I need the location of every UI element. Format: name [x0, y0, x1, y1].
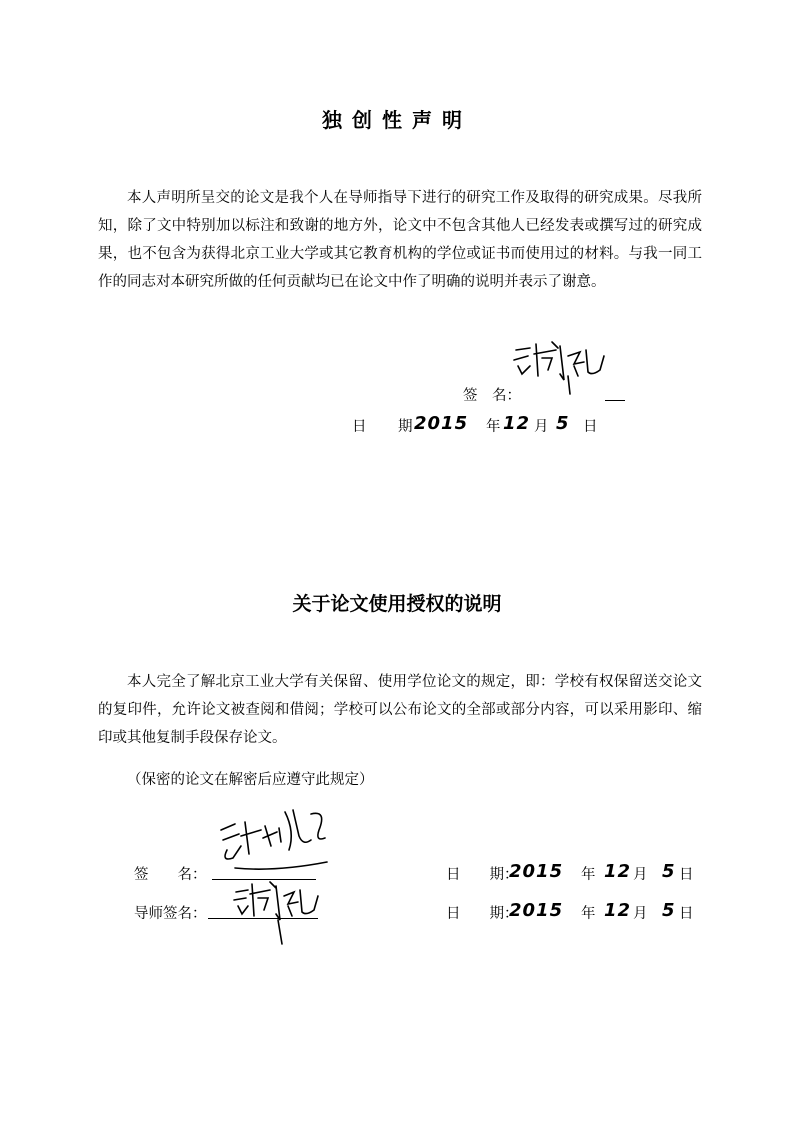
advisor-date-month-unit: 月 [633, 906, 648, 922]
advisor-date-month: 12 [604, 900, 632, 921]
authorization-paragraph: 本人完全了解北京工业大学有关保留、使用学位论文的规定，即：学校有权保留送交论文的复印件，允许论文被查阅和借阅；学校可以公布论文的全部或部分内容，可以采用影印、缩印或其他复制手段保存论文。 [98, 674, 702, 746]
advisor-date-day-unit: 日 [679, 906, 694, 922]
advisor-sign-label: 导师签名： [134, 906, 207, 922]
declaration-paragraph: 本人声明所呈交的论文是我个人在导师指导下进行的研究工作及取得的研究成果。尽我所知，除了文中特别加以标注和致谢的地方外，论文中不包含其他人已经发表或撰写过的研究成果，也不包含为获得北京工业大学或其它教育机构的学位或证书而使用过的材料。与我一同工作的同志对本研究所做的任何贡献均已在论文中作了明确的说明并表示了谢意。 [98, 190, 702, 290]
declaration-date-label-period: 期 [398, 419, 413, 435]
declaration-sign-label: 签 名： [463, 388, 521, 404]
advisor-date-year-unit: 年 [581, 906, 596, 922]
declaration-day-value: 5 [556, 413, 570, 434]
author-date-label: 日 期： [446, 867, 519, 883]
declaration-title: 独创性声明 [322, 108, 472, 132]
author-date-year-unit: 年 [581, 867, 596, 883]
author-signature-1 [508, 336, 612, 396]
declaration-month-unit: 月 [534, 419, 549, 435]
advisor-date-day: 5 [662, 900, 676, 921]
declaration-date-label-day: 日 [352, 419, 367, 435]
authorization-title: 关于论文使用授权的说明 [292, 593, 502, 615]
declaration-day-unit: 日 [583, 419, 598, 435]
author-date-year: 2015 [509, 861, 564, 882]
advisor-date-year: 2015 [509, 900, 564, 921]
declaration-month-value: 12 [503, 413, 531, 434]
author-signature-2 [215, 802, 335, 880]
author-date-month-unit: 月 [633, 867, 648, 883]
author-date-month: 12 [604, 861, 632, 882]
author-date-day: 5 [662, 861, 676, 882]
author-date-day-unit: 日 [679, 867, 694, 883]
declaration-year-value: 2015 [414, 413, 469, 434]
advisor-signature [230, 880, 326, 946]
author-sign-label: 签 名： [134, 867, 207, 883]
advisor-sign-underline [208, 918, 318, 919]
confidentiality-note: （保密的论文在解密后应遵守此规定） [127, 772, 374, 788]
declaration-sign-underline [605, 400, 625, 401]
advisor-date-label: 日 期： [446, 906, 519, 922]
declaration-year-unit: 年 [486, 419, 501, 435]
